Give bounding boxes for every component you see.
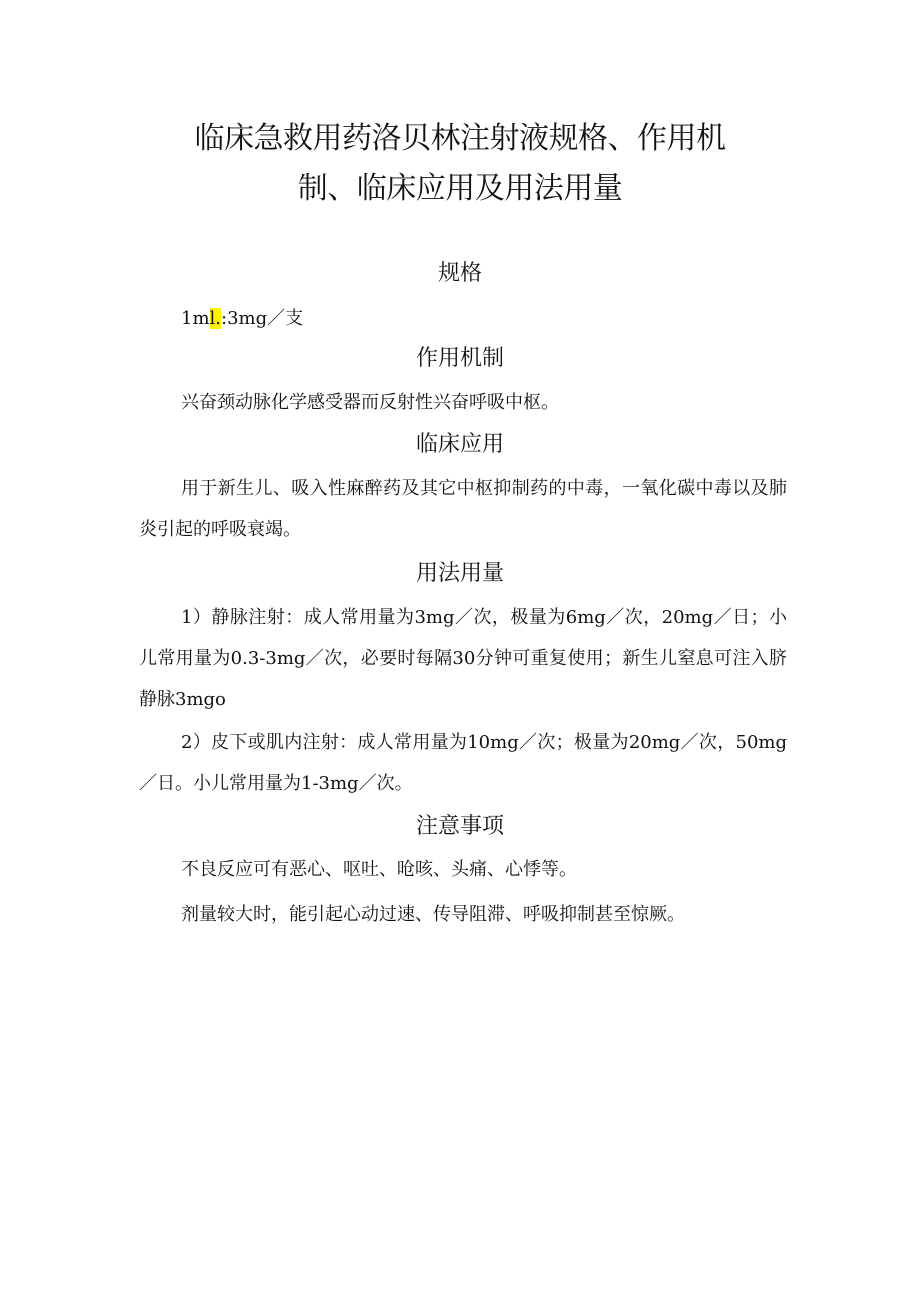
mechanism-text: 兴奋颈动脉化学感受器而反射性兴奋呼吸中枢。 xyxy=(181,392,559,413)
clinical-use-heading: 临床应用 xyxy=(415,432,504,457)
document-title-line-1: 临床急救用药洛贝林注射液规格、作用机 xyxy=(194,121,726,156)
mechanism-heading: 作用机制 xyxy=(415,346,504,371)
precautions-heading: 注意事项 xyxy=(415,814,504,839)
precautions-item-1: 不良反应可有恶心、呕吐、呛咳、头痛、心悸等。 xyxy=(181,859,577,880)
dosage-item-1: 1）静脉注射：成人常用量为3mg／次，极量为6mg／次，20mg／日；小儿常用量为0.3-3mg／次，必要时每隔30分钟可重复使用；新生儿窒息可注入脐静脉3mgo xyxy=(139,607,787,710)
document-title xyxy=(140,114,780,214)
clinical-use-text: 用于新生儿、吸入性麻醉药及其它中枢抑制药的中毒，一氧化碳中毒以及肺炎引起的呼吸衰竭。 xyxy=(139,478,787,540)
spec-text-highlight: l. xyxy=(209,308,222,329)
dosage-heading: 用法用量 xyxy=(415,561,504,586)
precautions-item-2: 剂量较大时，能引起心动过速、传导阻滞、呼吸抑制甚至惊厥。 xyxy=(181,904,685,925)
document-title-line-2: 制、临床应用及用法用量 xyxy=(297,171,623,206)
spec-text-prefix: 1m xyxy=(181,308,210,329)
dosage-item-2: 2）皮下或肌内注射：成人常用量为10mg／次；极量为20mg／次，50mg／日。小儿常用量为1-3mg／次。 xyxy=(139,732,787,794)
spec-heading: 规格 xyxy=(437,261,482,286)
spec-text xyxy=(139,298,787,339)
spec-text-suffix: :3mg／支 xyxy=(221,308,304,329)
